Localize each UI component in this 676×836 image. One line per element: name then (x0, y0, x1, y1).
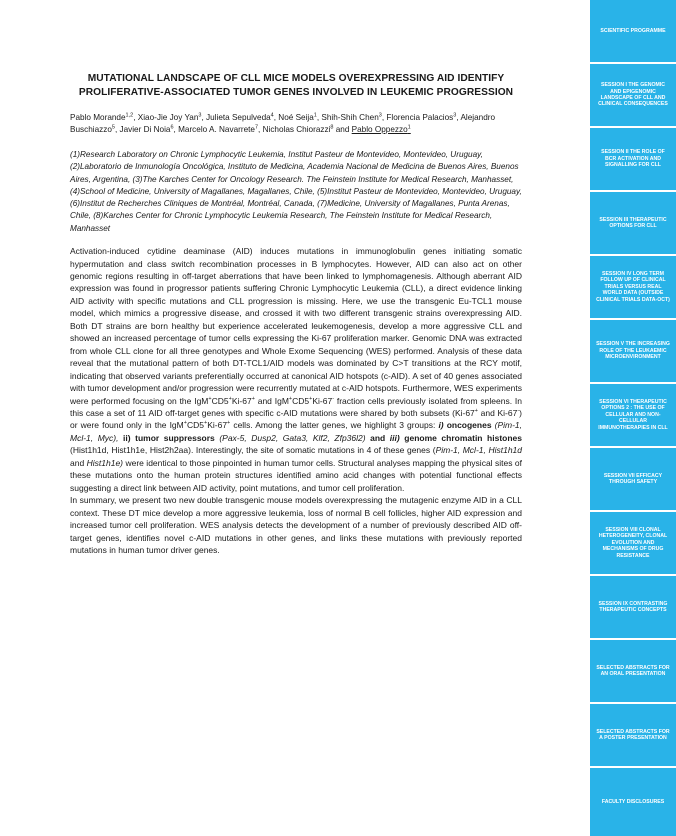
affiliations: (1)Research Laboratory on Chronic Lymphocytic Leukemia, Institut Pasteur de Montevideo, Montevideo, Uruguay, (2)Laboratorio de Inmunología Oncológica, Instituto de Medicina, Academia Nacional de Medicina de Buenos Aires, Buenos Aires, Argentina, (3)The Karches Center for Oncology Research. The Feinstein Institute for Medical Research, Manhasset, (4)School of Medicine, University of Magallanes, Magallanes, Chile, (5)Institut Pasteur de Montevideo, Montevideo, Uruguay, (6)Institut de Recherches Cliniques de Montréal, Montréal, Canada, (7)Medicine, University of Magallanes, Punta Arenas, Chile, (8)Karches Center for Chronic Lymphocytic Leukemia Research, The Feinstein Institute for Medical Research, Manhasset (70, 150, 522, 233)
abstract-content (70, 72, 522, 556)
sidebar-item-session-1[interactable]: SESSION I THE GENOMIC AND EPIGENOMIC LANDSCAPE OF CLL AND CLINICAL CONSEQUENCES (590, 64, 676, 126)
author-list (70, 112, 522, 136)
sidebar-item-session-5[interactable]: SESSION V THE INCREASING ROLE OF THE LEUKAEMIC MICROENVIRONMENT (590, 320, 676, 382)
abstract-body (70, 245, 522, 556)
abstract-paragraph-1: Activation-induced cytidine deaminase (AID) induces mutations in immunoglobulin genes initiating somatic hypermutation and class switch recombination processes in B lymphocytes. However, AID can also act on other genomic regions resulting in off-target aberrations that have been linked to lymphomagenesis. Although aberrant AID expression was found in progressor patients suffering Chronic Lymphocytic Leukemia (CLL), a direct evidence linking AID activity with specific mutations and CLL progression is missing. Here, we use the transgenic Eu-TCL1 mouse model, which mimics a progressive disease, and crossed it with two different transgenic strains overexpressing AID. Both DT strains are born healthy but experience accelerated leukemogenesis, develop a more aggressive CLL and showed an increased percentage of tumor cells expressing the Ki-67 proliferation marker. Genomic DNA was extracted from whole CLL clone for all three genotypes and Whole Exome Sequencing (WES) performed. Analysis of these data reveal that the mutational pattern of both DT-TCL1/AID models was dominated by C>T transitions at the RCY motif, indicating that observed variants preferentially occurred at canonical AID hotspots (c-AID). A set of 40 genes associated with tumor development and/or progression were recurrently mutated at c-AID hotspots. Furthermore, WES experiments were performed focusing on the IgM+CD5+Ki-67+ and IgM+CD5+Ki-67- fraction cells previously isolated from spleens. In this case a set of 11 AID off-target genes with specific c-AID mutations were shared by both subsets (Ki-67+ and Ki-67-) or were found only in the IgM+CD5+Ki-67+ cells. Among the latter genes, we highlight 3 groups: i) oncogenes (Pim-1, Mcl-1, Myc), ii) tumor suppressors (Pax-5, Dusp2, Gata3, Klf2, Zfp36l2) and iii) genome chromatin histones (Hist1h1d, Hist1h1e, Hist2h2aa). Interestingly, the site of somatic mutations in 4 of these genes (Pim-1, Mcl-1, Hist1h1d and Hist1h1e) were identical to those pinpointed in human tumor cells. Structural analyses mapping the physical sites of these mutations onto the human protein structures identified amino acid changes with potential functional effects suggesting a direct link between AID activity, point mutations, and tumor cell proliferation. (70, 246, 523, 493)
sidebar-item-faculty-disclosures[interactable]: FACULTY DISCLOSURES (590, 768, 676, 836)
authors-text: Pablo Morande$^{1,2}$, Xiao-Jie Joy Yan$^3$, Julieta Sepulveda$^4$, Noé Seija$^1$, Shih-Shih Chen$^3$, Florencia Palacios$^3$, Alejandro Buschiazzo$^5$, Javier Di Noia$^6$, Marcelo A. Navarrete$^7$, Nicholas Chiorazzi$^8$ and (70, 112, 496, 134)
sidebar-item-poster-abstracts[interactable]: SELECTED ABSTRACTS FOR A POSTER PRESENTATION (590, 704, 676, 766)
sidebar-item-session-4[interactable]: SESSION IV LONG TERM FOLLOW UP OF CLINICAL TRIALS VERSUS REAL WORLD DATA (OUTSIDE CLINICAL TRIALS DATA-OCT) (590, 256, 676, 318)
presenting-author: Pablo Oppezzo$^1$ (351, 124, 411, 134)
sidebar-navigation (590, 0, 676, 836)
sidebar-item-session-6[interactable]: SESSION VI THERAPEUTIC OPTIONS 2 : THE USE OF CELLULAR AND NON-CELLULAR IMMUNOTHERAPIES IN CLL (590, 384, 676, 446)
sidebar-item-session-8[interactable]: SESSION VIII CLONAL HETEROGENEITY, CLONAL EVOLUTION AND MECHANISMS OF DRUG RESISTANCE (590, 512, 676, 574)
abstract-paragraph-2: In summary, we present two new double transgenic mouse models overexpressing the mutagenic enzyme AID in a CLL context. These DT mice develop a more aggressive leukemia, loss of normal B cell follicles, higher AID expression and increased tumor cell proliferation. WES analysis detects the development of a number of previously described AID off-target genes, identifies novel c-AID mutations in other genes, and links these mutations with previously reported mutations in human tumor driver genes. (70, 495, 522, 555)
sidebar-item-session-2[interactable]: SESSION II THE ROLE OF BCR ACTIVATION AND SIGNALLING FOR CLL (590, 128, 676, 190)
sidebar-item-session-9[interactable]: SESSION IX CONTRASTING THERAPEUTIC CONCEPTS (590, 576, 676, 638)
sidebar-item-session-7[interactable]: SESSION VII EFFICACY THROUGH SAFETY (590, 448, 676, 510)
sidebar-item-scientific-programme[interactable]: SCIENTIFIC PROGRAMME (590, 0, 676, 62)
sidebar-item-session-3[interactable]: SESSION III THERAPEUTIC OPTIONS FOR CLL (590, 192, 676, 254)
abstract-title: MUTATIONAL LANDSCAPE OF CLL MICE MODELS OVEREXPRESSING AID IDENTIFY PROLIFERATIVE-ASSOCIATED TUMOR GENES INVOLVED IN LEUKEMIC PROGRESSION (78, 73, 514, 98)
sidebar-item-oral-abstracts[interactable]: SELECTED ABSTRACTS FOR AN ORAL PRESENTATION (590, 640, 676, 702)
